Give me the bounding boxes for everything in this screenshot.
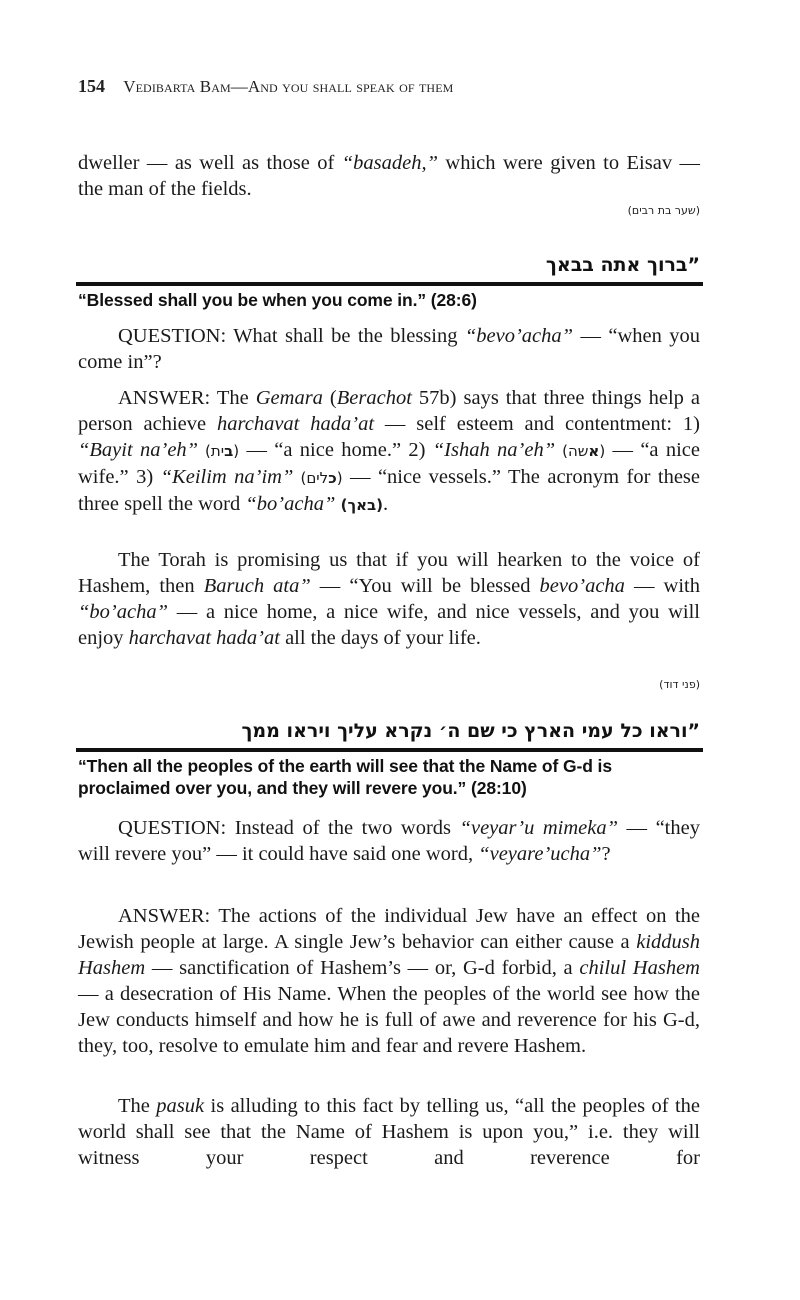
text: ? (601, 843, 611, 865)
italic-term: Berachot (336, 387, 412, 409)
section-rule (76, 748, 703, 752)
running-title: Vedibarta Bam—And you shall speak of them (123, 77, 454, 96)
italic-term: “Keilim na’im” (160, 466, 294, 488)
hebrew-word (211, 442, 233, 460)
text: QUESTION: Instead of the two words (118, 817, 460, 839)
answer-paragraph (78, 385, 700, 518)
text: ( (198, 442, 211, 460)
italic-term: harchavat hada’at (217, 413, 375, 435)
hebrew-text: ית (210, 442, 225, 460)
continuation-paragraph (78, 1093, 700, 1171)
answer-paragraph (78, 903, 700, 1059)
italic-term: “Bayit na’eh” (78, 439, 199, 461)
hebrew-bold-letter: א (588, 442, 600, 460)
italic-term: “basadeh,” (341, 152, 438, 174)
text: — self esteem and contentment: 1) (374, 413, 700, 435)
text: The (118, 1095, 157, 1117)
text: — a desecration of His Name. When the peoples of the world see how the Jew conducts himself and how he is full of awe and reverence for his G-d, they, too, resolve to emulate him and fear and revere Hashem. (78, 983, 700, 1057)
text: — “a nice home.” 2) (239, 439, 433, 461)
italic-term: “bo’acha” (78, 601, 168, 623)
italic-term: Baruch ata” (203, 575, 311, 597)
text: ( (322, 387, 337, 409)
italic-term: harchavat hada’at (128, 627, 280, 649)
hebrew-text: שה (567, 442, 589, 460)
hebrew-verse-heading: ”וראו כל עמי הארץ כי שם ה׳ נקרא עליך ויראו ממך (241, 720, 700, 742)
text: ( (555, 442, 568, 460)
italic-term: “bevo’acha” (464, 325, 574, 347)
verse-translation: “Blessed shall you be when you come in.” (28:6) (78, 290, 477, 310)
italic-term: kiddush Hashem (78, 931, 700, 979)
text: ( (293, 469, 307, 487)
italic-term: “veyare’ucha” (478, 843, 602, 865)
italic-term: pasuk (156, 1095, 205, 1117)
text: — “You will be blessed (310, 575, 540, 597)
hebrew-verse-heading: ”ברוך אתה בבאך (545, 254, 700, 276)
hebrew-bold-letter: כ (328, 469, 337, 487)
question-paragraph (78, 815, 700, 867)
italic-term: chilul Hashem (579, 957, 700, 979)
question-paragraph (78, 323, 700, 375)
hebrew-bold-letter: ב (224, 442, 234, 460)
text: ) (233, 442, 240, 460)
text: . (383, 493, 389, 515)
section-rule (76, 282, 703, 286)
text: ANSWER: The actions of the individual Jew have an effect on the Jewish people at large. A single Jew’s behavior can either cause a (78, 905, 700, 953)
verse-translation: “Then all the peoples of the earth will see that the Name of G-d is proclaimed over you, and they will revere you.” (28:10) (78, 756, 612, 798)
hebrew-text: לים (306, 469, 329, 487)
intro-paragraph (78, 150, 700, 202)
page-number: 154 (78, 76, 105, 96)
text: is alluding to this fact by telling us, “all the peoples of the world shall see that the Name of Hashem is upon you,” i.e. they will witness your respect and reverence for (78, 1095, 700, 1169)
text: — sanctification of Hashem’s — or, G-d forbid, a (145, 957, 580, 979)
text: ) (336, 469, 343, 487)
text: — a nice home, a nice wife, and nice vessels, and you will enjoy (78, 601, 700, 649)
italic-term: bevo’acha (539, 575, 625, 597)
italic-term: “Ishah na’eh” (432, 439, 556, 461)
italic-term: Gemara (255, 387, 323, 409)
hebrew-word (306, 469, 336, 487)
text: 57b) says that three things help a person achieve (78, 387, 700, 435)
italic-term: “bo’acha” (245, 493, 336, 515)
text: dweller — as well as those of (78, 152, 342, 174)
hebrew-acronym: (באך) (335, 496, 384, 514)
text: ) (599, 442, 606, 460)
text: QUESTION: What shall be the blessing (118, 325, 465, 347)
text: — “when you come in”? (78, 325, 700, 373)
text: which were given to Eisav — the man of the fields. (78, 152, 700, 200)
text: all the days of your life. (279, 627, 481, 649)
hebrew-word (568, 442, 599, 460)
text: — “a nice wife.” 3) (78, 439, 701, 488)
italic-term: “veyar’u mimeka” (459, 817, 619, 839)
source-citation: (פני דוד) (659, 678, 700, 691)
conclusion-paragraph (78, 547, 700, 651)
source-citation: (שער בת רבים) (627, 204, 700, 217)
text: — with (624, 575, 700, 597)
text: — “nice vessels.” The acronym for these three spell the word (78, 466, 700, 515)
text: — “they will revere you” — it could have said one word, (78, 817, 700, 865)
text: The Torah is promising us that if you will hearken to the voice of Hashem, then (78, 549, 700, 597)
running-head (78, 76, 453, 97)
text: ANSWER: The (118, 387, 256, 409)
